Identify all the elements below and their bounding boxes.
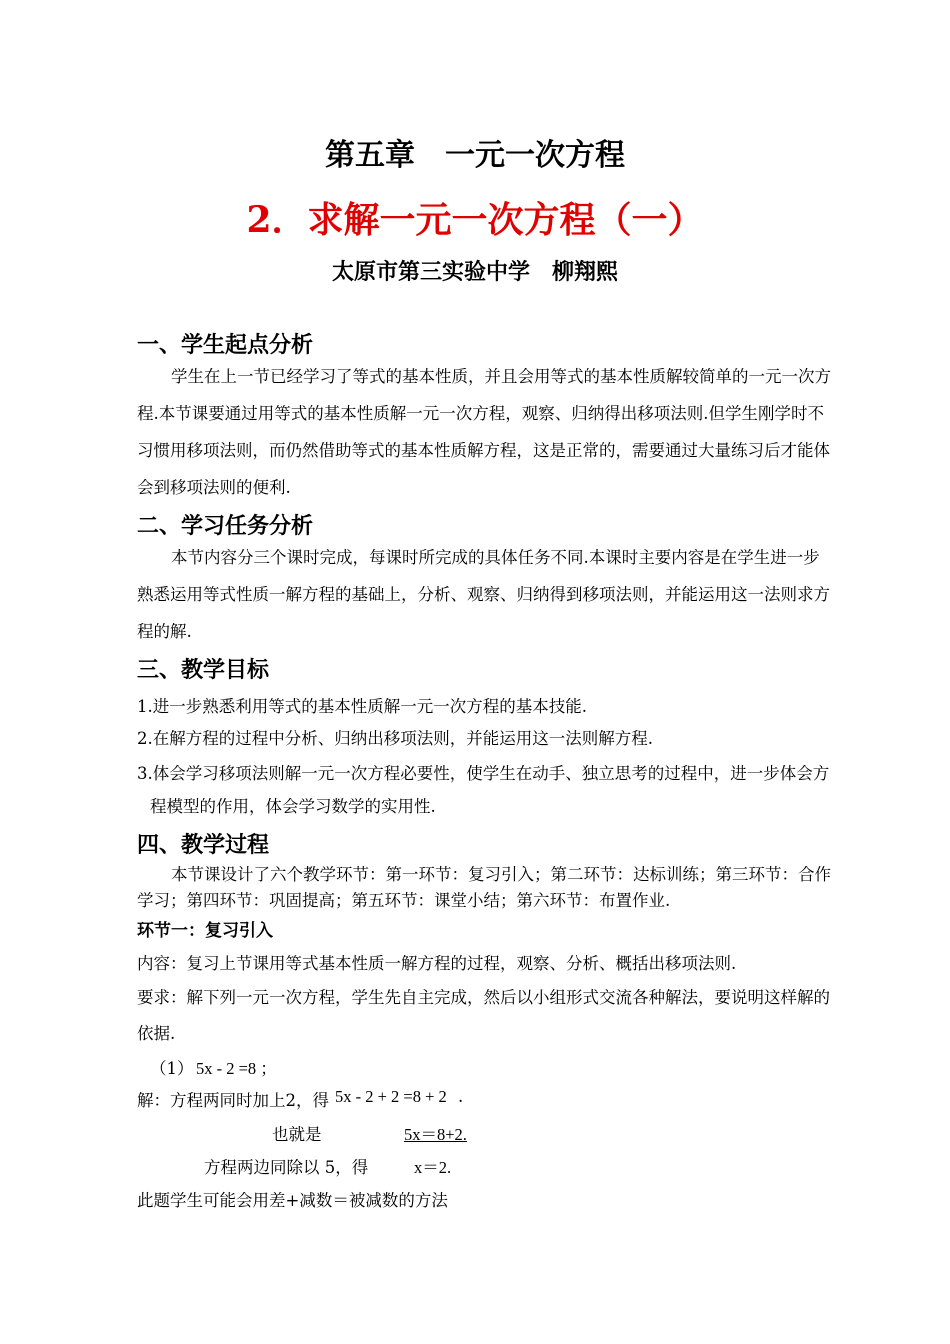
author-line: 太原市第三实验中学 柳翔熙 [331,259,618,285]
section-2-heading: 二、学习任务分析 [137,513,314,539]
step-1-requirement-line-1: 要求：解下列一元一次方程，学生先自主完成，然后以小组形式交流各种解法，要说明这样解的 [137,988,830,1007]
section-3-heading: 三、教学目标 [137,657,270,683]
step-1-requirement-line-2: 依据. [137,1024,176,1043]
solution-prefix: 解：方程两同时加上2，得 [137,1091,329,1110]
objective-3-line-1: 3.体会学习移项法则解一元一次方程必要性，使学生在动手、独立思考的过程中，进一步体会方 [137,764,830,783]
section-1-paragraph [137,358,832,506]
section-4-paragraph [137,862,832,914]
lesson-title: 2．求解一元一次方程（一） [246,199,704,241]
objective-1: 1.进一步熟悉利用等式的基本性质解一元一次方程的基本技能. [137,697,587,716]
equation-label: （1） [150,1059,194,1078]
section-4-heading: 四、教学过程 [137,832,270,858]
also-label: 也就是 [272,1125,322,1144]
solution-equation: 5x - 2 + 2 =8 + 2 [335,1087,447,1106]
method-note: 此题学生可能会用差+减数＝被减数的方法 [137,1191,448,1210]
step-1-content: 内容：复习上节课用等式基本性质一解方程的过程，观察、分析、概括出移项法则. [137,954,737,973]
divide-label: 方程两边同除以 5，得 [204,1158,369,1177]
objective-2: 2.在解方程的过程中分析、归纳出移项法则，并能运用这一法则解方程. [137,729,653,748]
section-1-heading: 一、学生起点分析 [137,332,314,358]
chapter-title: 第五章 一元一次方程 [325,138,625,173]
section-1-text: 学生在上一节已经学习了等式的基本性质，并且会用等式的基本性质解较简单的一元一次方程.本节课要通过用等式的基本性质解一元一次方程，观察、归纳得出移项法则.但学生刚学时不习惯用移项法则，而仍然借助等式的基本性质解方程，这是正常的，需要通过大量练习后才能体会到移项法则的便利. [137,367,831,497]
solution-period: . [458,1087,464,1106]
equation: 5x - 2 =8 ； [196,1059,277,1078]
step-1-heading: 环节一：复习引入 [137,921,273,941]
objective-3-line-2: 程模型的作用，体会学习数学的实用性. [150,797,436,816]
also-equation: 5x＝8+2. [404,1125,467,1144]
section-4-text: 本节课设计了六个教学环节：第一环节：复习引入；第二环节：达标训练；第三环节：合作学习；第四环节：巩固提高；第五环节：课堂小结；第六环节：布置作业. [137,865,831,910]
section-2-paragraph [137,539,832,650]
section-2-text: 本节内容分三个课时完成，每课时所完成的具体任务不同.本课时主要内容是在学生进一步熟悉运用等式性质一解方程的基础上，分析、观察、归纳得到移项法则，并能运用这一法则求方程的解. [137,548,830,641]
divide-result: x＝2. [414,1158,452,1177]
